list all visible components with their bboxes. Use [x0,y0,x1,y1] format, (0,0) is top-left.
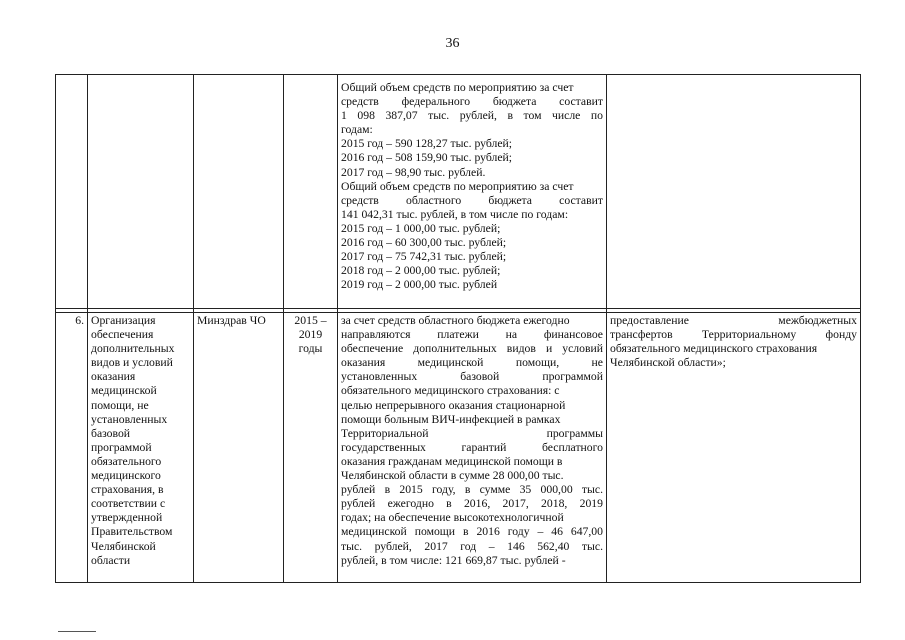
measure-line: 1 098 387,07 тыс. рублей, в том числе по [341,109,603,123]
measure-line: государственных гарантий бесплатного [341,440,603,454]
measure-line: оказания гражданам медицинской помощи в [341,454,563,468]
measure-line: 2018 год – 2 000,00 тыс. рублей; [341,264,501,278]
table-row-continued [56,75,861,309]
measure-line: Территориальной программы [341,426,603,440]
cell-measures [338,313,607,583]
measure-line: обеспечение дополнительных видов и условий [341,342,603,356]
measure-line: 2019 год – 2 000,00 тыс. рублей [341,278,498,292]
measure-line: оказания медицинской помощи, не [341,356,603,370]
measure-line: установленных базовой программой [341,370,603,384]
measure-line: Общий объем средств по мероприятию за счет [341,179,574,193]
cell-executor: Минздрав ЧО [194,313,284,583]
measure-line: направляются платежи на финансовое [341,328,603,342]
measure-line: 2016 год – 60 300,00 тыс. рублей; [341,236,507,250]
measure-line: Общий объем средств по мероприятию за счет [341,81,574,94]
cell-measures-continued [338,75,607,309]
cell-number-empty [56,75,88,309]
cell-result [607,313,861,583]
measure-line: 2015 год – 590 128,27 тыс. рублей; [341,137,513,151]
cell-period: 2015 – 2019 годы [284,313,338,583]
measure-line: 2017 год – 75 742,31 тыс. рублей; [341,250,507,264]
page-number: 36 [445,36,460,51]
measure-line: медицинской помощи в 2016 году – 46 647,00 [341,525,603,539]
measure-line: рублей ежегодно в 2016, 2017, 2018, 2019 [341,497,603,511]
measure-line: за счет средств областного бюджета ежегодно [341,314,570,327]
measure-line: помощи больным ВИЧ-инфекцией в рамках [341,412,561,426]
cell-result-empty [607,75,861,309]
measure-line: тыс. рублей, 2017 год – 146 562,40 тыс. [341,539,603,553]
measure-line: 2017 год – 98,90 тыс. рублей. [341,165,486,179]
measure-line: рублей, в том числе: 121 669,87 тыс. рублей - [341,553,566,567]
measure-line: годах; на обеспечение высокотехнологичной [341,511,564,525]
cell-title: Организация обеспечения дополнительных видов и условий оказания медицинской помощи, не установленных базовой программой обязательного медицинского страхования, в соответствии с утвержденной Правительством Челябинской области [88,313,194,583]
cell-executor-empty [194,75,284,309]
measure-line: целью непрерывного оказания стационарной [341,398,566,412]
result-line: предоставление межбюджетных [610,314,857,327]
program-table [55,74,861,583]
result-line: трансфертов Территориальному фонду [610,328,857,342]
cell-number: 6. [56,313,88,583]
result-line: Челябинской области»; [610,356,726,370]
measure-line: 2015 год – 1 000,00 тыс. рублей; [341,221,501,235]
measure-line: 141 042,31 тыс. рублей, в том числе по годам: [341,207,569,221]
measure-line: обязательного медицинского страхования: с [341,384,560,398]
cell-title-empty [88,75,194,309]
cell-period-empty [284,75,338,309]
measure-line: годам: [341,123,373,137]
table-row-6 [56,313,861,583]
measure-line: средств областного бюджета составит [341,193,603,207]
measure-line: 2016 год – 508 159,90 тыс. рублей; [341,151,513,165]
measure-line: Челябинской области в сумме 28 000,00 тыс. [341,469,564,483]
measure-line: средств федерального бюджета составит [341,95,603,109]
measure-line: рублей в 2015 году, в сумме 35 000,00 тыс. [341,483,603,497]
result-line: обязательного медицинского страхования [610,342,818,356]
footnote-divider [58,631,96,632]
